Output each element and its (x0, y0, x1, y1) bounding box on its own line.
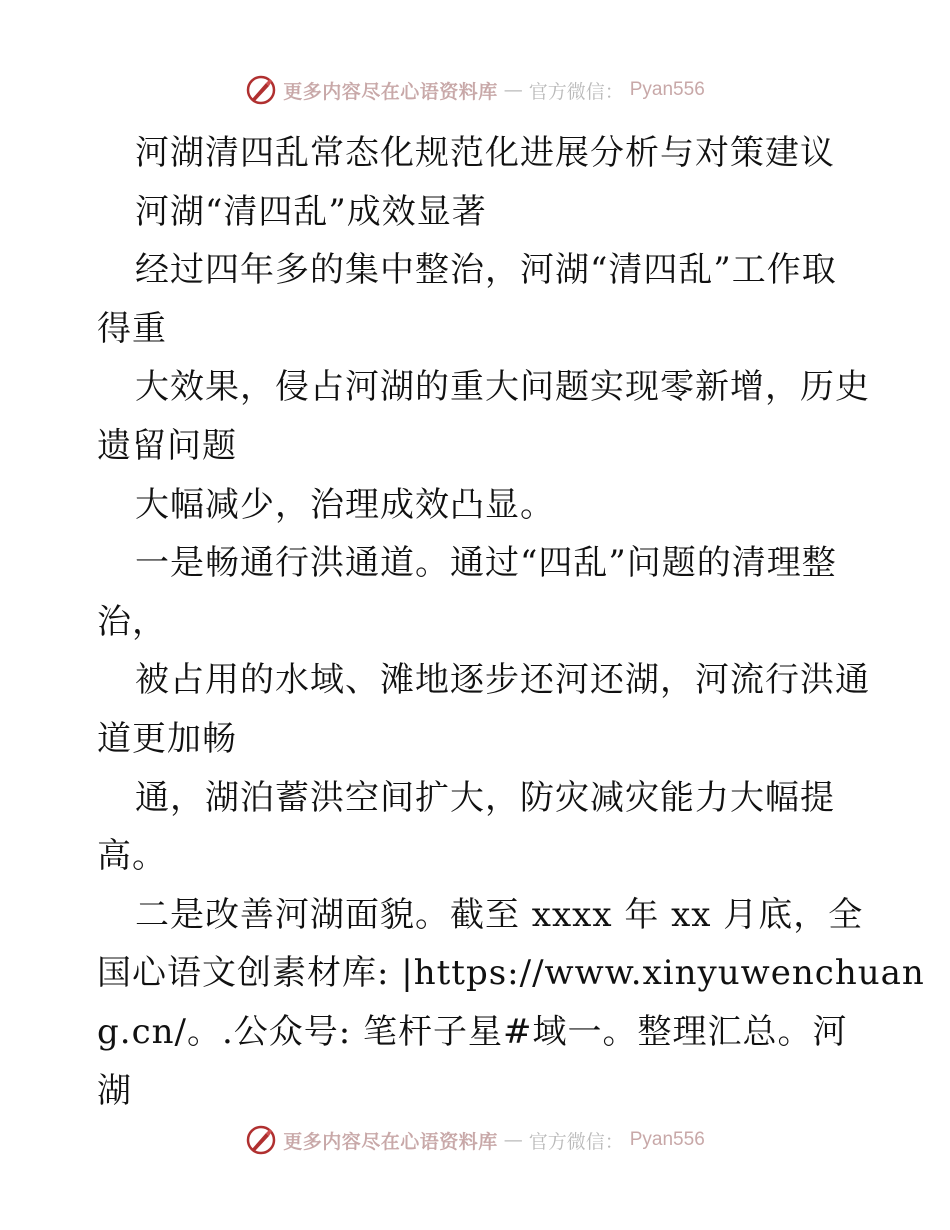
banner-text: 更多内容尽在心语资料库 (283, 80, 498, 103)
pen-logo-icon (245, 1124, 277, 1156)
banner-wechat-id: Pyan556 (629, 79, 705, 100)
footer-watermark (0, 1120, 950, 1160)
paragraph-line: 治， (97, 601, 167, 642)
document-title: 河湖清四乱常态化规范化进展分析与对策建议 (135, 133, 835, 173)
paragraph-line: 道更加畅 (97, 718, 237, 759)
paragraph-line: 得重 (97, 308, 167, 349)
banner-dash: — (503, 1129, 523, 1151)
paragraph-line: g.cn/。.公众号: 笔杆子星#域一。整理汇总。河 (97, 1011, 848, 1052)
paragraph-line: 大效果，侵占河湖的重大问题实现零新增，历史 (135, 367, 870, 408)
pen-logo-icon (245, 74, 277, 106)
paragraph-line: 一是畅通行洪通道。通过“四乱”问题的清理整 (135, 543, 837, 584)
paragraph-line: 经过四年多的集中整治，河湖“清四乱”工作取 (135, 250, 837, 291)
banner-wechat-label: 官方微信： (528, 1130, 624, 1153)
paragraph-line: 湖 (97, 1070, 132, 1111)
banner-wechat-label: 官方微信： (528, 80, 624, 103)
paragraph-line: 被占用的水域、滩地逐步还河还湖，河流行洪通 (135, 660, 870, 701)
paragraph-line: 二是改善河湖面貌。截至 xxxx 年 xx 月底，全 (135, 894, 864, 935)
banner-text: 更多内容尽在心语资料库 (283, 1130, 498, 1153)
paragraph-line: 大幅减少，治理成效凸显。 (135, 484, 555, 525)
banner-dash: — (503, 79, 523, 101)
paragraph-line: 遗留问题 (97, 425, 237, 466)
banner-wechat-id: Pyan556 (629, 1129, 705, 1150)
section-heading: 河湖“清四乱”成效显著 (135, 191, 487, 232)
paragraph-line: 通，湖泊蓄洪空间扩大，防灾减灾能力大幅提 (135, 777, 835, 818)
paragraph-line: 高。 (97, 836, 167, 877)
paragraph-line: 国心语文创素材库: |https://www.xinyuwenchuan (97, 953, 925, 994)
header-watermark (0, 70, 950, 110)
document-body (97, 124, 925, 1120)
